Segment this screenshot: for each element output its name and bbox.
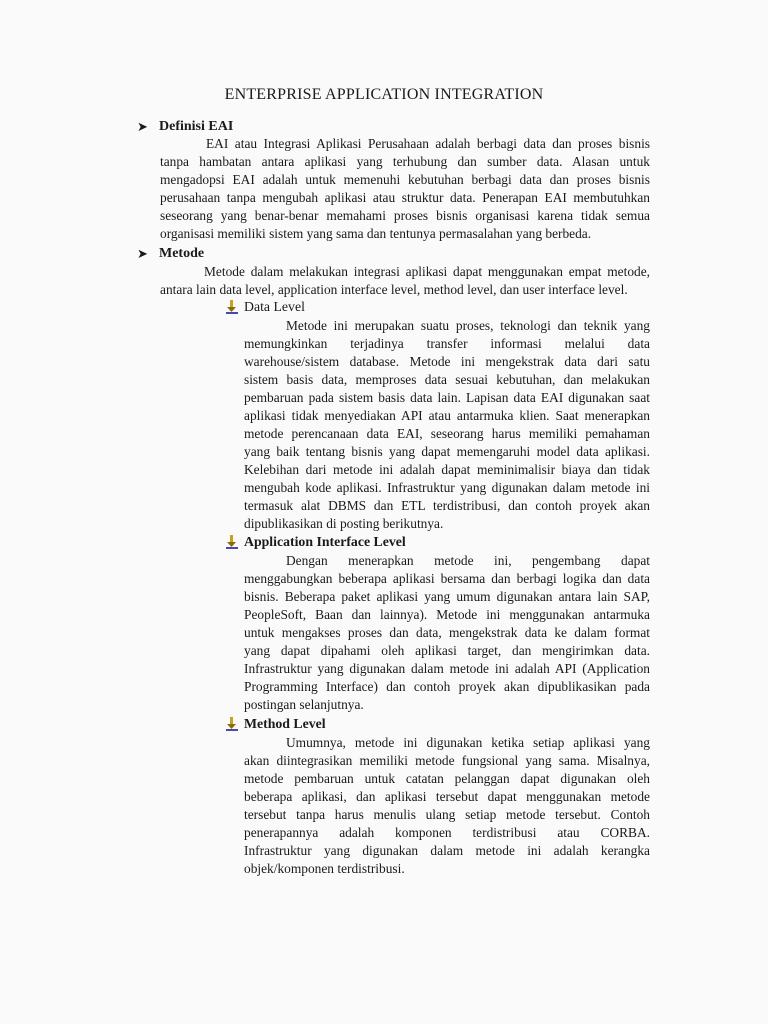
paragraph-line: seseorang yang benar-benar memahami proses bisnis organisasi karena tidak semua [160, 208, 650, 223]
paragraph-line: pembaruan pada sistem basis data lain. Lapisan data EAI digunakan saat [244, 390, 650, 405]
paragraph-line: perusahaan tanpa mengubah aplikasi atau struktur data. Penerapan EAI membutuhkan [160, 190, 650, 205]
paragraph-line: bisnis. Beberapa paket aplikasi yang umum digunakan antara lain SAP, [244, 589, 650, 604]
paragraph-line: Dengan menerapkan metode ini, pengembang dapat [286, 553, 650, 568]
subsection-heading-method-level [224, 716, 326, 732]
paragraph-line: akan diintegrasikan memiliki metode fungsional yang sama. Misalnya, [244, 753, 650, 768]
paragraph-line: PeopleSoft, Baan dan lainnya). Metode ini menggunakan antarmuka [244, 607, 650, 622]
down-arrow-icon [224, 534, 244, 550]
paragraph-line: sistem basis data, memproses data sesuai kebutuhan, dan melakukan [244, 372, 650, 387]
paragraph-line: antara lain data level, application interface level, method level, dan user interface level. [160, 282, 628, 297]
section-heading-label: Metode [159, 246, 205, 261]
paragraph-line: mengadopsi EAI adalah untuk memenuhi kebutuhan berbagi data dan proses bisnis [160, 172, 650, 187]
paragraph-line: untuk mengakses proses dan data, mengekstrak data ke dalam format [244, 625, 650, 640]
down-arrow-icon [224, 299, 244, 315]
paragraph-line: Kelebihan dari metode ini adalah dapat meminimalisir biaya dan tidak [244, 462, 650, 477]
paragraph-application-interface [244, 552, 650, 714]
paragraph-line: penerapannya adalah komponen terdistribusi atau CORBA. [244, 825, 650, 840]
paragraph-line: Infrastruktur yang digunakan dalam metode ini adalah API (Application [244, 661, 650, 676]
paragraph-line: Umumnya, metode ini digunakan ketika setiap aplikasi yang [286, 735, 650, 750]
paragraph-method-level [244, 734, 650, 878]
paragraph-line: tersebut tanpa harus menulis ulang setiap metode tersebut. Contoh [244, 807, 650, 822]
paragraph-line: termasuk alat DBMS dan ETL terdistribusi, dan contoh proyek akan [244, 498, 650, 513]
section-heading-metode [137, 246, 204, 262]
paragraph-line: menggabungkan beberapa aplikasi bersama dan berbagi logika dan data [244, 571, 650, 586]
paragraph-line: yang dapat dipahami oleh aplikasi target, dan mengirimkan data. [244, 643, 650, 658]
subsection-heading-label: Application Interface Level [244, 534, 406, 549]
paragraph-line: dipublikasikan di posting berikutnya. [244, 516, 444, 531]
paragraph-definisi [160, 135, 650, 243]
paragraph-line: aplikasi tidak menyediakan API atau antarmuka klien. Saat menerapkan [244, 408, 650, 423]
paragraph-line: metode pembaruan untuk catatan pelanggan dapat digunakan oleh [244, 771, 650, 786]
subsection-heading-label: Data Level [244, 299, 305, 314]
down-arrow-icon [224, 716, 244, 732]
subsection-heading-label: Method Level [244, 716, 326, 731]
paragraph-data-level [244, 317, 650, 533]
section-heading-label: Definisi EAI [159, 119, 234, 134]
paragraph-line: metode perencanaan data EAI, seseorang harus memiliki pemahaman [244, 426, 650, 441]
paragraph-line: Metode dalam melakukan integrasi aplikasi dapat menggunakan empat metode, [204, 264, 650, 279]
paragraph-line: Infrastruktur yang digunakan dalam metode ini adalah kerangka [244, 843, 650, 858]
paragraph-line: warehouse/sistem database. Metode ini mengekstrak data dari satu [244, 354, 650, 369]
paragraph-line: memungkinkan terjadinya transfer informasi melalui data [244, 336, 650, 351]
subsection-heading-data-level [224, 299, 305, 315]
right-arrowhead-icon: ➤ [137, 246, 148, 261]
paragraph-line: yang baik tentang bisnis yang dapat memengaruhi model data aplikasi. [244, 444, 650, 459]
paragraph-line: Metode ini merupakan suatu proses, teknologi dan teknik yang [286, 318, 650, 333]
document-title: ENTERPRISE APPLICATION INTEGRATION [224, 86, 544, 103]
paragraph-line: objek/komponen terdistribusi. [244, 861, 405, 876]
paragraph-line: mengubah kode aplikasi. Infrastruktur yang digunakan dalam metode ini [244, 480, 650, 495]
paragraph-line: EAI atau Integrasi Aplikasi Perusahaan adalah berbagi data dan proses bisnis [206, 136, 650, 151]
section-heading-definisi [137, 119, 233, 135]
paragraph-line: beberapa aplikasi, dan aplikasi tersebut dapat menggunakan metode [244, 789, 650, 804]
right-arrowhead-icon: ➤ [137, 119, 148, 134]
paragraph-line: tanpa hambatan antara aplikasi yang terhubung dan sumber data. Alasan untuk [160, 154, 650, 169]
subsection-heading-application-interface [224, 534, 406, 550]
paragraph-metode [160, 263, 650, 299]
paragraph-line: organisasi memiliki sistem yang sama dan tentunya permasalahan yang berbeda. [160, 226, 592, 241]
paragraph-line: postingan selanjutnya. [244, 697, 364, 712]
paragraph-line: Programming Interface) dan contoh proyek akan dipublikasikan pada [244, 679, 650, 694]
